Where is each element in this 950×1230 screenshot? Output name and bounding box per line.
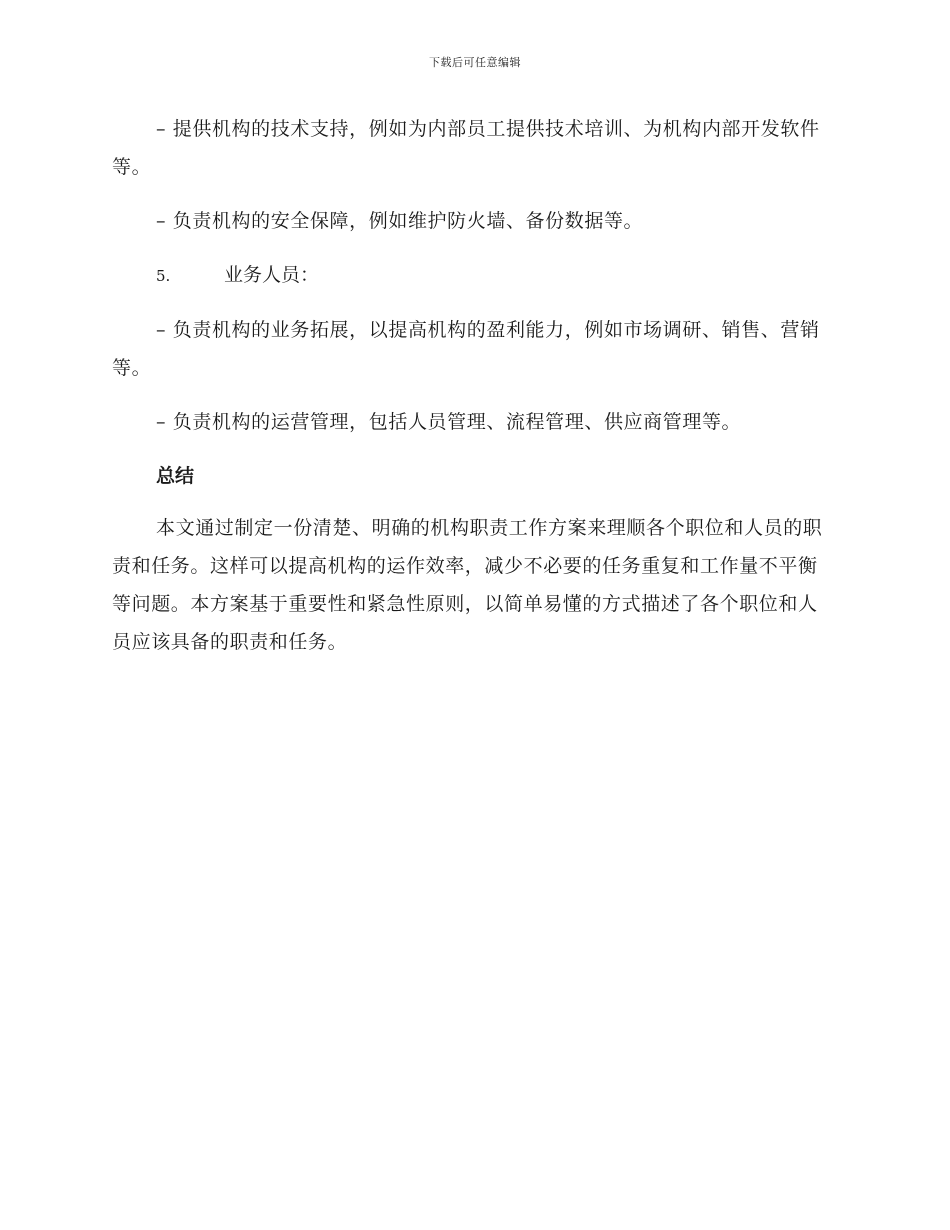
paragraph-tech-support: – 提供机构的技术支持，例如为内部员工提供技术培训、为机构内部开发软件等。 — [112, 118, 820, 178]
paragraph-summary: 本文通过制定一份清楚、明确的机构职责工作方案来理顺各个职位和人员的职责和任务。这样可以提高机构的运作效率，减少不必要的任务重复和工作量不平衡等问题。本方案基于重要性和紧急性原则，以简单易懂的方式描述了各个职位和人员应该具备的职责和任务。 — [112, 517, 823, 653]
section-heading-summary: 总结 — [156, 465, 195, 487]
list-label: 业务人员： — [224, 264, 320, 286]
list-item-business-staff — [112, 256, 832, 295]
paragraph-operations: – 负责机构的运营管理，包括人员管理、流程管理、供应商管理等。 — [156, 411, 742, 433]
paragraph-business-expansion: – 负责机构的业务拓展，以提高机构的盈利能力，例如市场调研、销售、营销等。 — [112, 319, 820, 379]
list-number: 5. — [156, 267, 171, 285]
page-header: 下载后可任意编辑 — [429, 56, 521, 69]
document-body — [112, 110, 832, 677]
paragraph-security: – 负责机构的安全保障，例如维护防火墙、备份数据等。 — [156, 210, 644, 232]
